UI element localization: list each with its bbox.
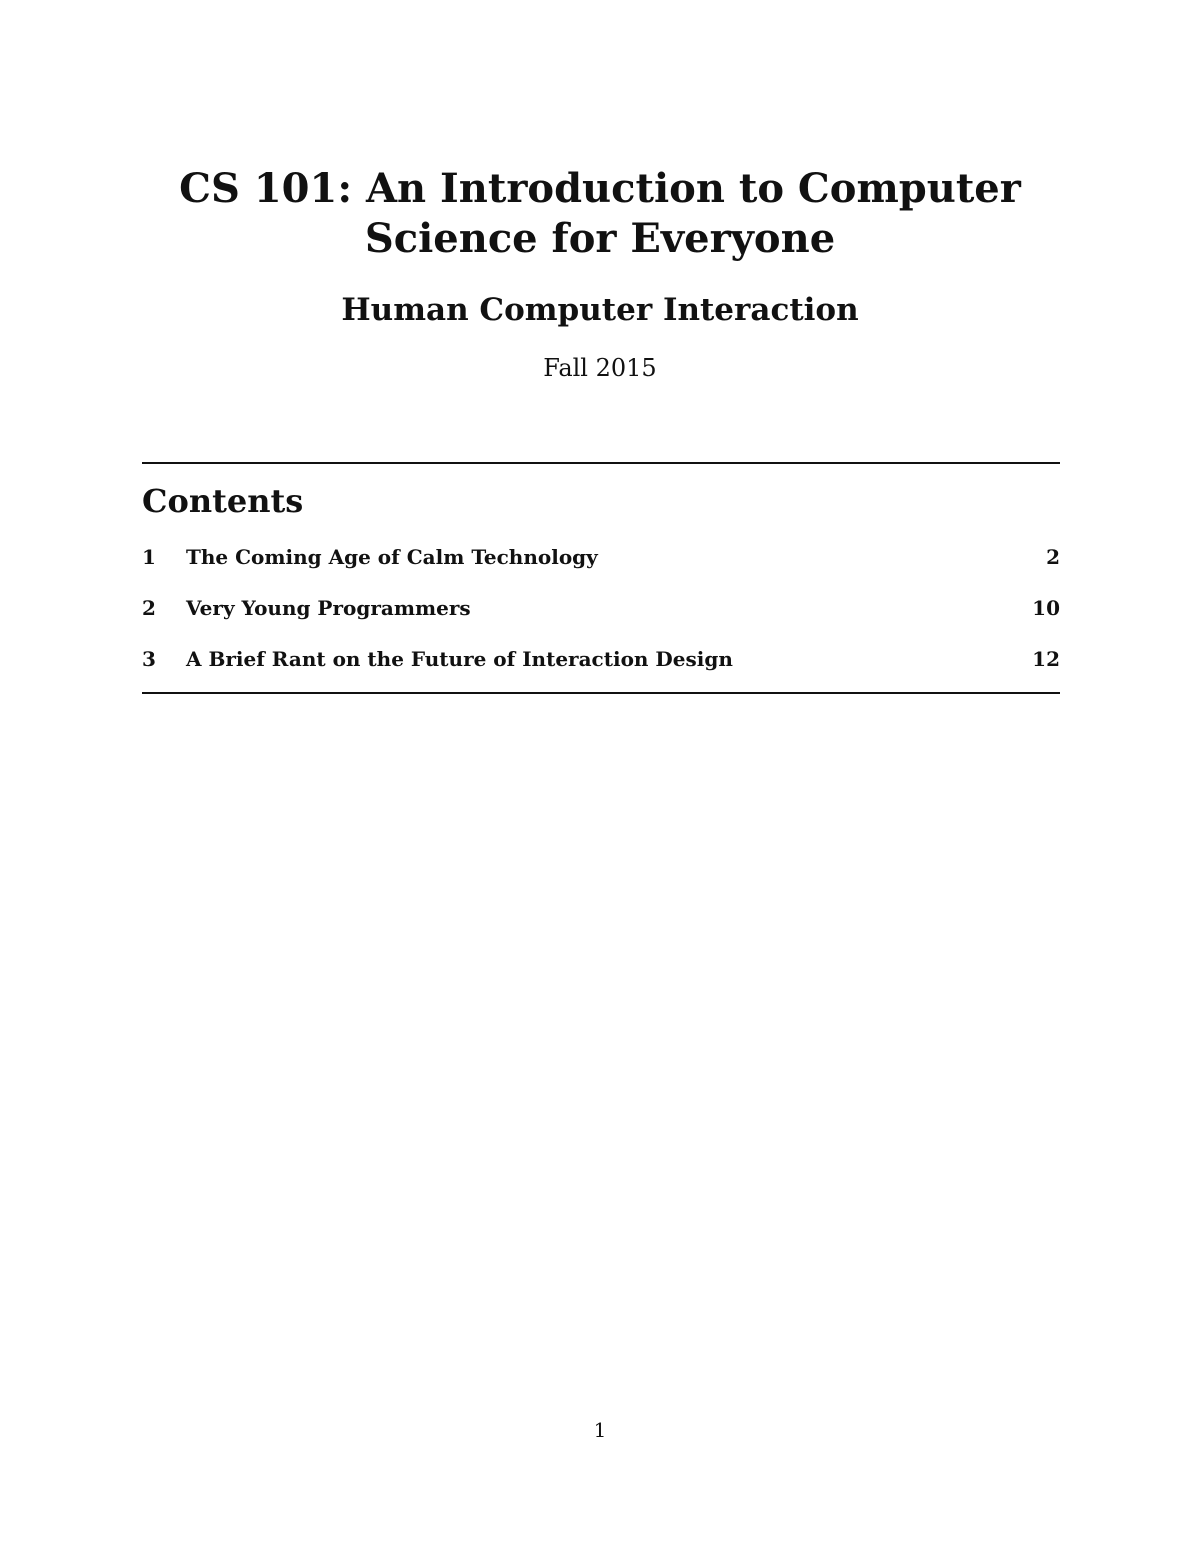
document-title-line-2: Science for Everyone: [364, 215, 836, 262]
toc-entry-page[interactable]: 10: [1032, 596, 1060, 620]
toc-entry-number: 3: [142, 647, 156, 671]
toc-entry-title[interactable]: The Coming Age of Calm Technology: [186, 545, 598, 569]
toc-entry-number: 1: [142, 545, 156, 569]
toc-entry[interactable]: [142, 591, 1060, 642]
page-number: 1: [593, 1418, 607, 1442]
contents-bottom-rule: [142, 692, 1060, 694]
toc-entry-page[interactable]: 12: [1032, 647, 1060, 671]
table-of-contents: [142, 540, 1060, 693]
toc-entry-page[interactable]: 2: [1046, 545, 1060, 569]
document-subtitle: Human Computer Interaction: [341, 292, 859, 328]
document-title-line-1: CS 101: An Introduction to Computer: [179, 165, 1021, 212]
document-term: Fall 2015: [543, 354, 657, 382]
toc-entry-number: 2: [142, 596, 156, 620]
toc-entry-title[interactable]: Very Young Programmers: [186, 596, 471, 620]
toc-entry[interactable]: [142, 540, 1060, 591]
contents-top-rule: [142, 462, 1060, 464]
toc-entry-title[interactable]: A Brief Rant on the Future of Interaction Design: [186, 647, 733, 671]
contents-heading: Contents: [142, 482, 304, 520]
document-title: [0, 164, 1200, 264]
toc-entry[interactable]: [142, 642, 1060, 693]
